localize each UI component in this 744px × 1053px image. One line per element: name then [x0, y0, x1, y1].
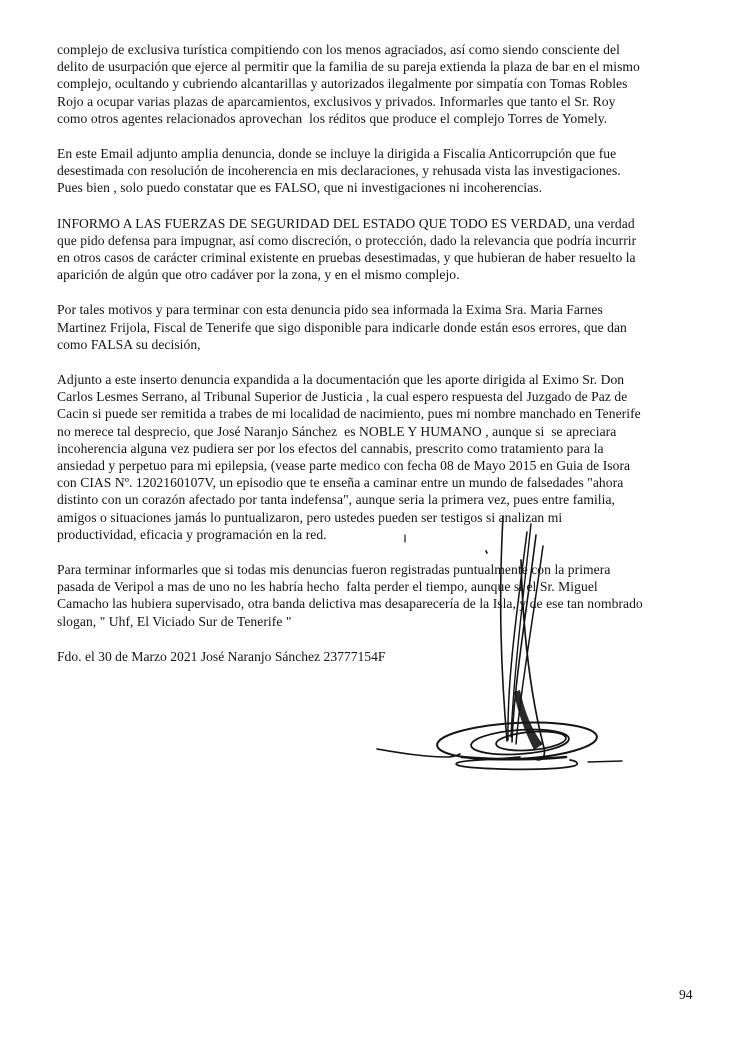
text-line: Pues bien , solo puedo constatar que es FALSO, que ni investigaciones ni incoherencias. — [57, 180, 543, 196]
signature-date-line: Fdo. el 30 de Marzo 2021 José Naranjo Sánchez 23777154F — [57, 648, 386, 664]
text-line: no merece tal desprecio, que José Naranjo Sánchez es NOBLE Y HUMANO , aunque si se apreciara — [57, 423, 617, 439]
text-line: Rojo a ocupar varias plazas de aparcamientos, exclusivos y privados. Informarles que tanto el Sr. Roy — [57, 93, 616, 109]
text-line: delito de usurpación que ejerce al permitir que la familia de su pareja extienda la plaza de bar en el mismo — [57, 59, 640, 75]
text-line: slogan, " Uhf, El Viciado Sur de Tenerife " — [57, 613, 292, 629]
page-number: 94 — [679, 987, 693, 1002]
text-line: incoherencia alguna vez pudiera ser por los efectos del cannabis, prescrito como tratamiento para la — [57, 440, 604, 456]
text-line: Adjunto a este inserto denuncia expandida a la documentación que les aporte dirigida al Eximo Sr. Don — [57, 372, 625, 388]
text-line: Por tales motivos y para terminar con esta denuncia pido sea informada la Exima Sra. Maria Farnes — [57, 302, 603, 318]
text-line: complejo de exclusiva turística compitiendo con los menos agraciados, así como siendo consciente del — [57, 42, 620, 57]
letter-body — [57, 41, 707, 665]
text-line: como FALSA su decisión, — [57, 336, 201, 352]
text-line: Martinez Frijola, Fiscal de Tenerife que sigo disponible para indicarle donde están esos errores, que dan — [57, 319, 627, 335]
text-line: como otros agentes relacionados aprovechan los réditos que produce el complejo Torres de Yomely. — [57, 110, 608, 126]
paragraph — [57, 41, 707, 127]
paragraph — [57, 301, 707, 353]
text-line: en otros casos de carácter criminal existente en pruebas desestimadas, y que hubieran de haber resuelto la — [57, 250, 636, 266]
text-line: pasada de Veripol a mas de uno no les habría hecho falta perder el tiempo, aunque si el Sr. Miguel — [57, 579, 598, 595]
text-line: Camacho las hubiera supervisado, otra banda delictiva mas desaparecería de la Isla, y de ese tan nombrado — [57, 596, 643, 612]
text-line: ansiedad y perpetuo para mi epilepsia, (vease parte medico con fecha 08 de Mayo 2015 en Guia de Isora — [57, 458, 631, 474]
paragraph — [57, 371, 707, 543]
paragraph — [57, 215, 707, 284]
text-line: Carlos Lesmes Serrano, al Tribunal Superior de Justicia , la cual espero respuesta del Juzgado de Paz de — [57, 389, 628, 405]
letter-paragraphs — [57, 41, 707, 630]
text-line: desestimada con resolución de incoherencia en mis declaraciones, y rehusada vista las investigaciones. — [57, 163, 621, 179]
text-line: aparición de algún que otro cadáver por la zona, y en el mismo complejo. — [57, 267, 460, 283]
text-line: amigos o situaciones jamás lo puntualizaron, pero ustedes pueden ser testigos si analizan mi — [57, 509, 563, 525]
text-line: con CIAS Nº. 1202160107V, un episodio que te enseña a caminar entre un mundo de falsedades "ahora — [57, 475, 624, 491]
text-line: productividad, eficacia y programación en la red. — [57, 526, 327, 542]
text-line: distinto con un corazón afectado por tanta indefensa", aunque seria la primera vez, pues entre familia, — [57, 492, 615, 508]
text-line: complejo, ocultando y cubriendo alcantarillas y autorizados ilegalmente por simpatía con Tomas Robles — [57, 76, 628, 92]
text-line: En este Email adjunto amplia denuncia, donde se incluye la dirigida a Fiscalia Anticorrupción que fue — [57, 146, 617, 162]
paragraph — [57, 561, 707, 630]
text-line: Cacin si puede ser remitida a trabes de mi localidad de nacimiento, pues mi nombre manchado en Tenerife — [57, 406, 641, 422]
text-line: Para terminar informarles que si todas mis denuncias fueron registradas puntualmente con la primera — [57, 562, 611, 578]
text-line: INFORMO A LAS FUERZAS DE SEGURIDAD DEL ESTADO QUE TODO ES VERDAD, una verdad — [57, 215, 635, 231]
text-line: que pido defensa para impugnar, así como discreción, o protección, dado la relevancia que podría incurrir — [57, 232, 637, 248]
paragraph — [57, 145, 707, 197]
